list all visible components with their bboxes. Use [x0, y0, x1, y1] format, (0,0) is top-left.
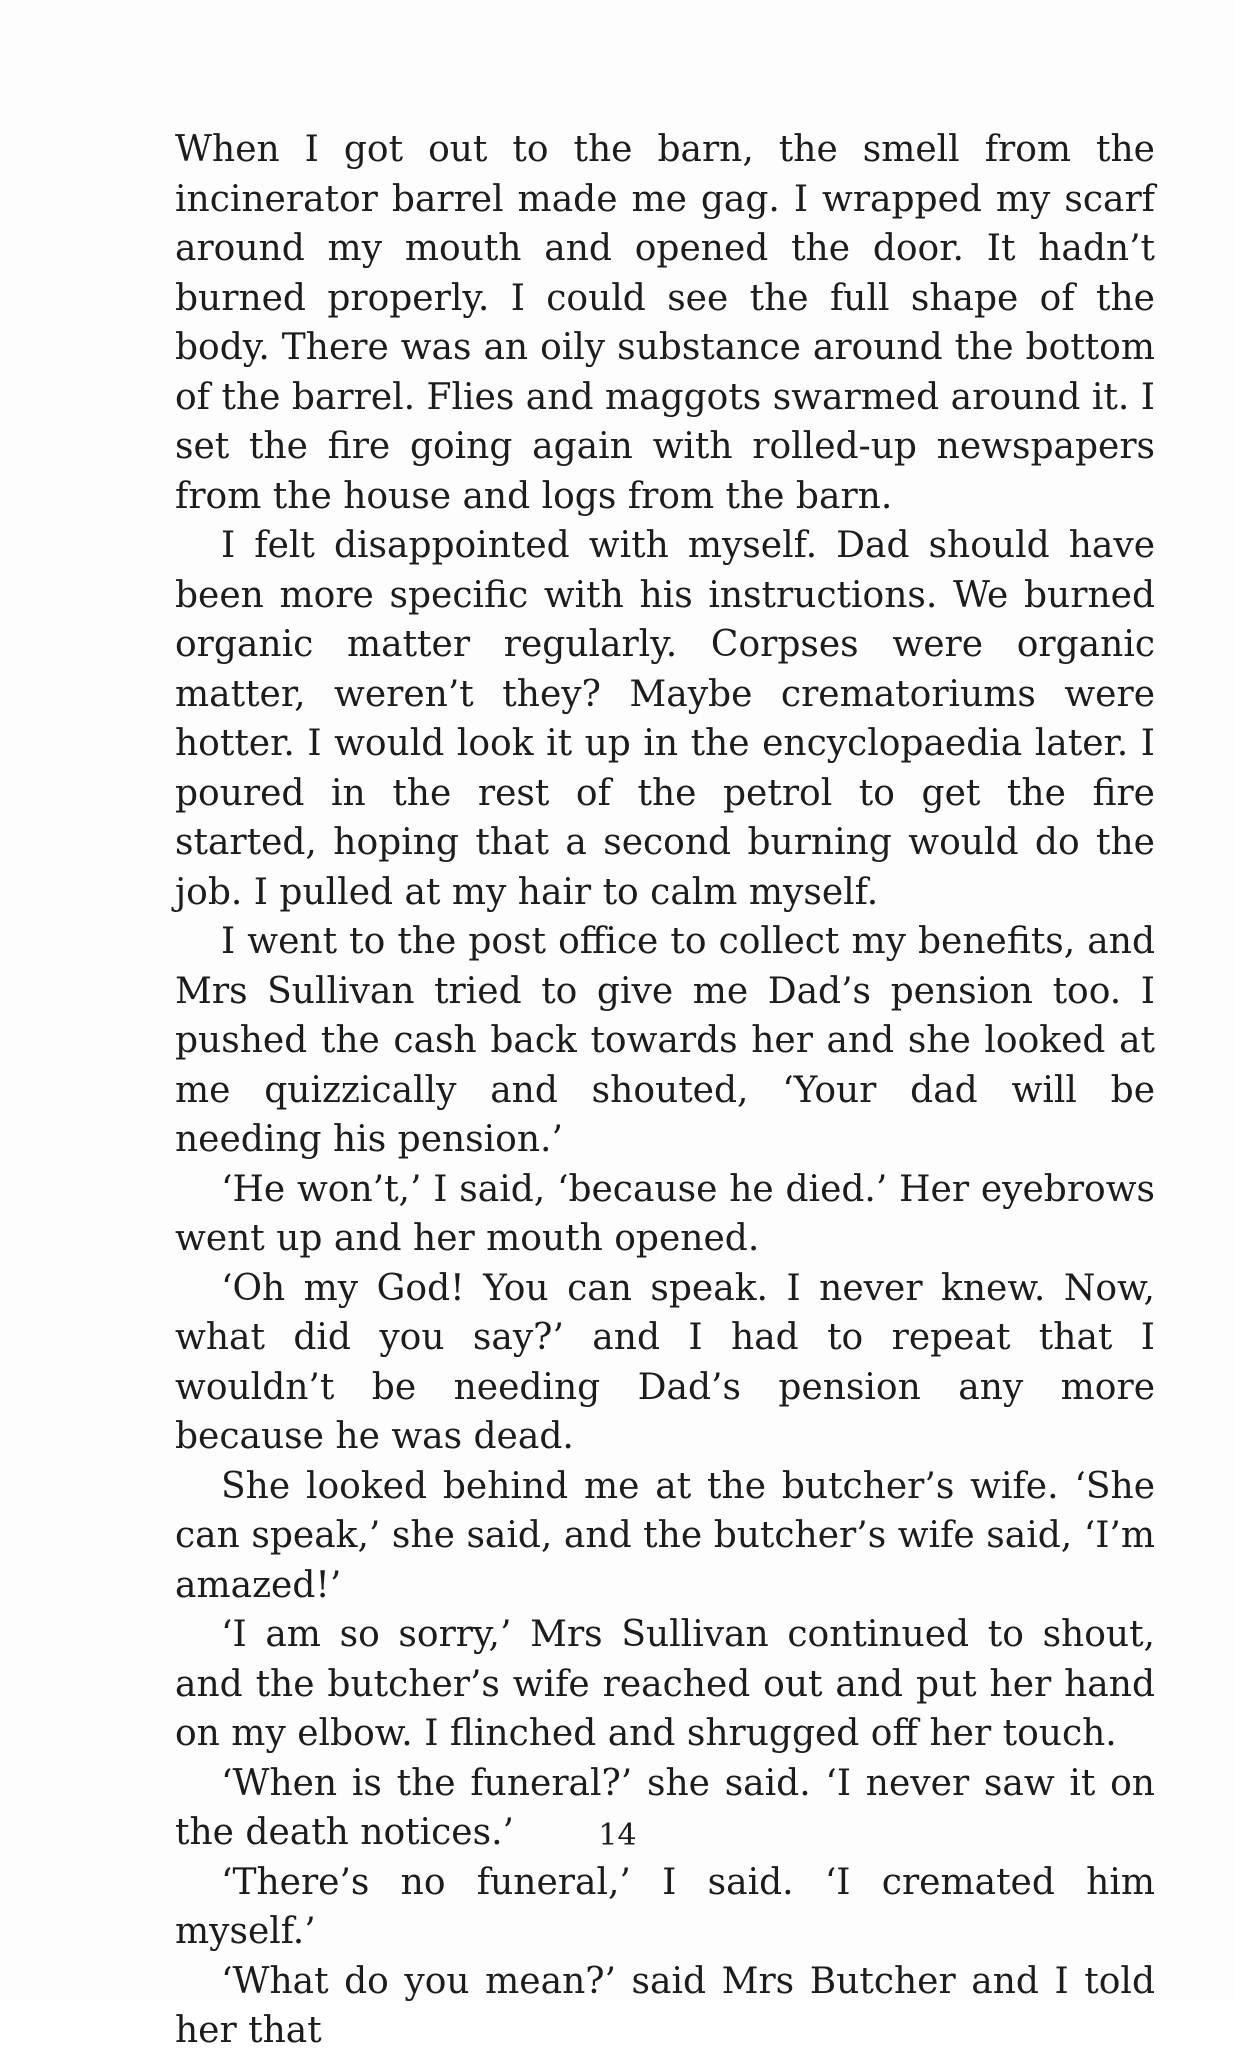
page-number: 14 — [598, 1818, 637, 1853]
paragraph-7: ‘I am so sorry,’ Mrs Sullivan continued to shout, and the butcher’s wife reached out and put her hand on my elbow. I flinched and shrugged off her touch. — [175, 1614, 1155, 1754]
paragraph-6: She looked behind me at the butcher’s wife. ‘She can speak,’ she said, and the butcher’s wife said, ‘I’m amazed!’ — [175, 1465, 1155, 1606]
paragraph-3: I went to the post office to collect my benefits, and Mrs Sullivan tried to give me Dad’s pension too. I pushed the cash back towards her and she looked at me quizzically and shouted, ‘Your dad will be needing his pension.’ — [175, 921, 1155, 1160]
body-text — [175, 125, 1155, 2056]
paragraph-5: ‘Oh my God! You can speak. I never knew. Now, what did you say?’ and I had to repeat that I wouldn’t be needing Dad’s pension any more because he was dead. — [175, 1267, 1155, 1457]
paragraph-2: I felt disappointed with myself. Dad should have been more specific with his instructions. We burned organic matter regularly. Corpses were organic matter, weren’t they? Maybe crematoriums were hotter. I would look it up in the encyclopaedia later. I poured in the rest of the petrol to get the fire started, hoping that a second burning would do the job. I pulled at my hair to calm myself. — [175, 525, 1155, 913]
paragraph-10: ‘What do you mean?’ said Mrs Butcher and I told her that — [175, 1960, 1155, 2051]
paragraph-4: ‘He won’t,’ I said, ‘because he died.’ Her eyebrows went up and her mouth opened. — [175, 1168, 1155, 1259]
paragraph-1: When I got out to the barn, the smell from the incinerator barrel made me gag. I wrapped my scarf around my mouth and opened the door. It hadn’t burned properly. I could see the full shape of the body. There was an oily substance around the bottom of the barrel. Flies and maggots swarmed around it. I set the fire going again with rolled-up newspapers from the house and logs from the barn. — [175, 129, 1155, 517]
paragraph-9: ‘There’s no funeral,’ I said. ‘I cremated him myself.’ — [175, 1861, 1155, 1952]
paragraph-8: ‘When is the funeral?’ she said. ‘I never saw it on the death notices.’ — [175, 1762, 1155, 1853]
